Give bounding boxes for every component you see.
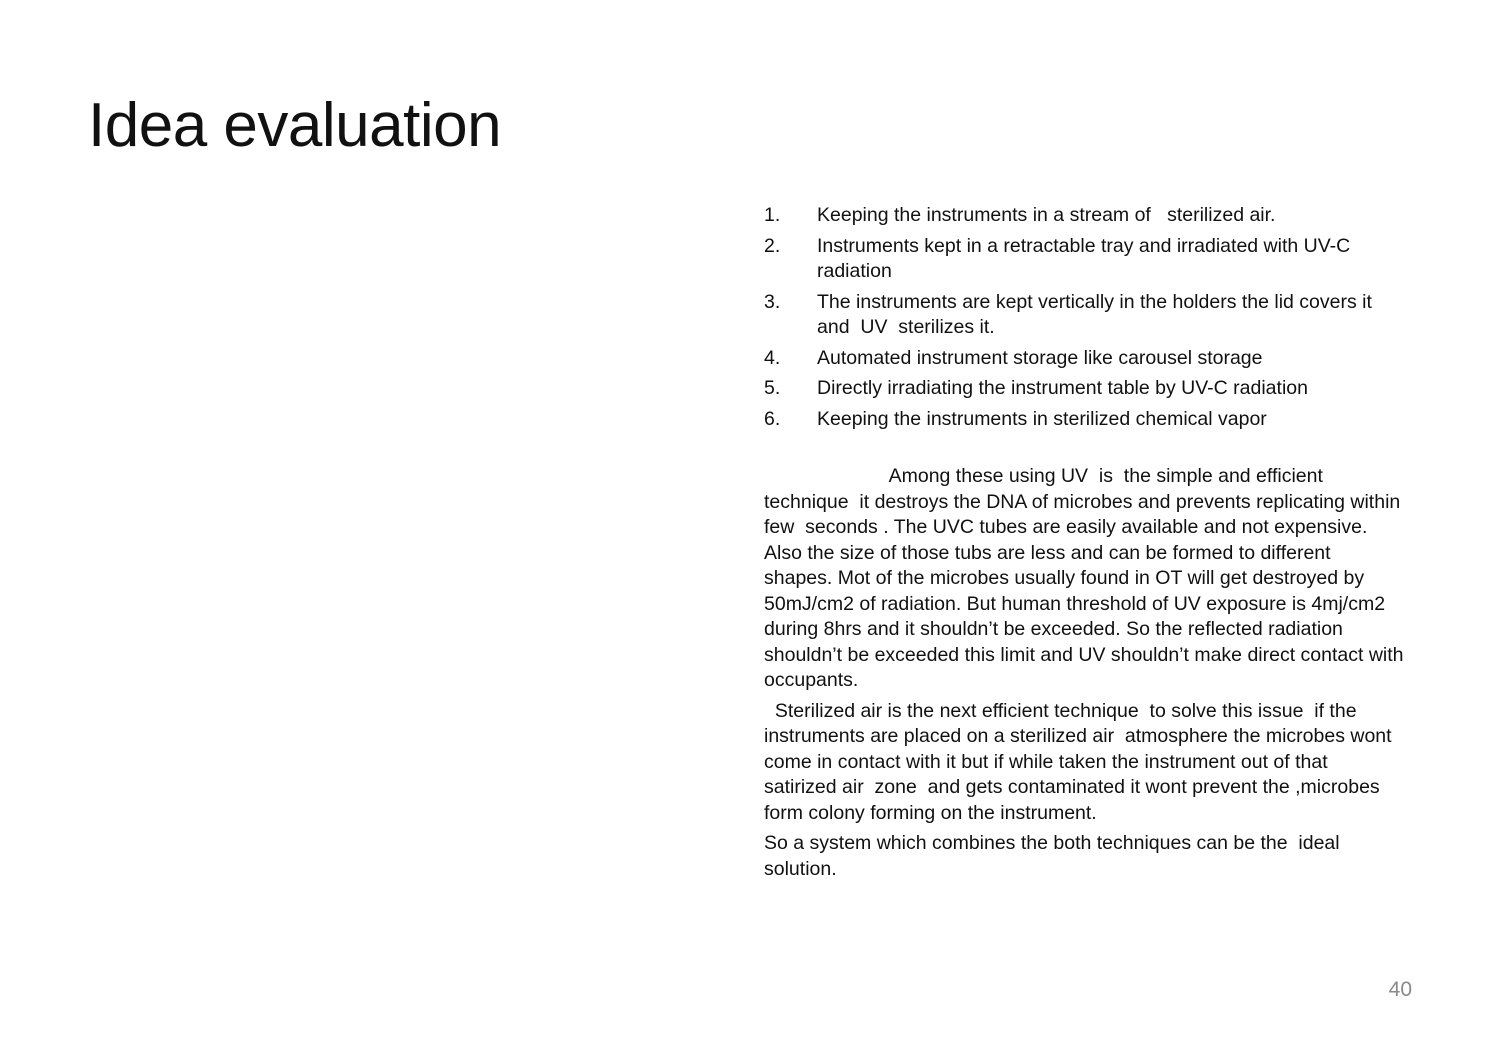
list-item-text: Instruments kept in a retractable tray and irradiated with UV-C radiation — [817, 234, 1356, 282]
page-title: Idea evaluation — [88, 91, 502, 160]
page-number: 40 — [1388, 978, 1412, 1001]
list-item-number: 5. — [764, 377, 781, 399]
list-item — [764, 346, 1404, 372]
list-item-text: Automated instrument storage like carousel storage — [817, 346, 1263, 369]
conclusion-paragraph: So a system which combines the both techniques can be the ideal solution. — [764, 832, 1346, 880]
list-item — [764, 203, 1404, 229]
idea-list — [764, 203, 1404, 432]
list-item-text: The instruments are kept vertically in the holders the lid covers it and UV sterilizes it. — [817, 290, 1378, 338]
list-item-number: 3. — [764, 290, 781, 313]
list-item — [764, 290, 1404, 341]
content-column — [764, 203, 1409, 887]
sterilized-air-paragraph: Sterilized air is the next efficient technique to solve this issue if the instruments are placed on a sterilized air atmosphere the microbes wont come in contact with it but if while taken the instrument out of that satirized air zone and gets contaminated it wont prevent the ,microbes form colony forming on the instrument. — [764, 699, 1397, 824]
list-item-number: 4. — [764, 346, 781, 369]
list-item — [764, 407, 1404, 433]
list-item-number: 6. — [764, 407, 781, 430]
list-item-number: 1. — [764, 204, 781, 226]
list-item-text: Keeping the instruments in a stream of sterilized air. — [817, 204, 1276, 226]
list-item — [764, 234, 1404, 285]
list-item — [764, 376, 1404, 402]
list-item-text: Keeping the instruments in sterilized chemical vapor — [817, 407, 1267, 430]
uv-evaluation-paragraph: Among these using UV is the simple and efficient technique it destroys the DNA of microbes and prevents replicating within few seconds . The UVC tubes are easily available and not expensive. Also the size of those tubs are less and can be formed to different shapes. Mot of the microbes usually found in OT will get destroyed by 50mJ/cm2 of radiation. But human threshold of UV exposure is 4mj/cm2 during 8hrs and it shouldn’t be exceeded. So the reflected radiation shouldn’t be exceeded this limit and UV shouldn’t make direct contact with occupants. — [764, 465, 1409, 691]
list-item-text: Directly irradiating the instrument table by UV-C radiation — [817, 377, 1308, 399]
list-item-number: 2. — [764, 234, 781, 257]
